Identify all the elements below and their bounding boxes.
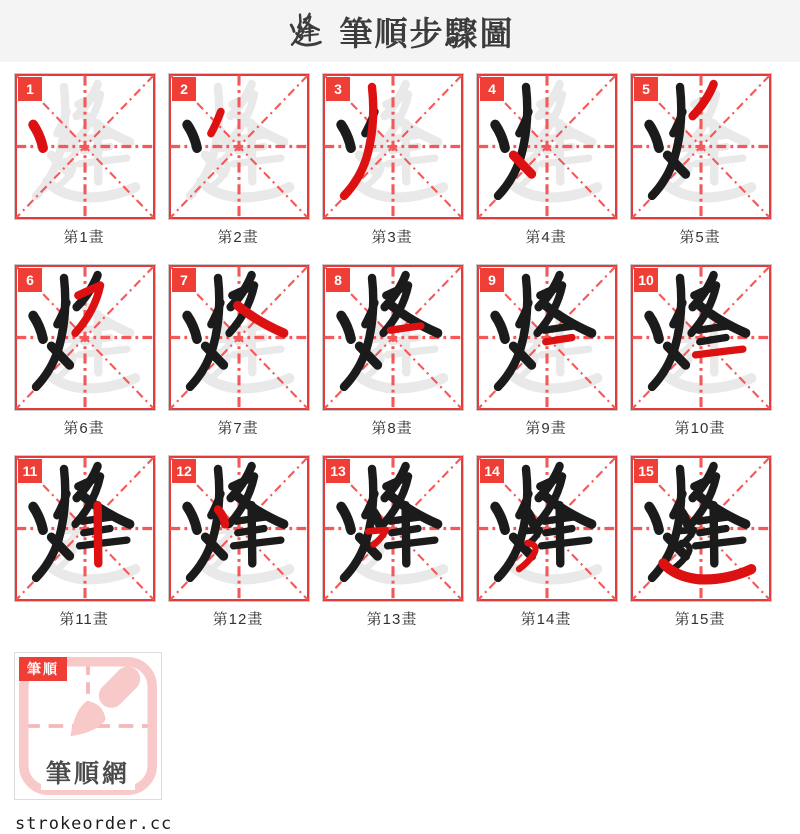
stroke-count-label: 第2畫 — [217, 229, 259, 246]
stroke-count-label: 第7畫 — [217, 420, 259, 437]
stroke-count-label: 第12畫 — [212, 611, 264, 628]
stroke-step — [322, 264, 462, 438]
stroke-cell — [168, 455, 310, 602]
stroke-count-label: 第13畫 — [366, 611, 418, 628]
site-logo[interactable] — [14, 652, 162, 800]
stroke-number-badge: 7 — [172, 268, 196, 292]
stroke-step — [14, 73, 154, 247]
stroke-cell — [322, 455, 464, 602]
stroke-step — [322, 73, 462, 247]
stroke-number-badge: 3 — [326, 77, 350, 101]
title-character-glyph — [286, 11, 326, 51]
stroke-cell — [630, 264, 772, 411]
stroke-count-label: 第3畫 — [371, 229, 413, 246]
stroke-cell — [630, 73, 772, 220]
stroke-count-label: 第6畫 — [63, 420, 105, 437]
stroke-step — [322, 455, 462, 629]
title-character-svg — [286, 11, 326, 51]
stroke-step — [168, 264, 308, 438]
stroke-number-badge: 4 — [480, 77, 504, 101]
stroke-number-badge: 10 — [634, 268, 658, 292]
stroke-number-badge: 13 — [326, 459, 350, 483]
stroke-count-label: 第1畫 — [63, 229, 105, 246]
stroke-count-label: 第11畫 — [59, 611, 109, 628]
stroke-count-label: 第15畫 — [674, 611, 726, 628]
stroke-step — [14, 264, 154, 438]
stroke-step — [630, 73, 770, 247]
stroke-number-badge: 11 — [18, 459, 42, 483]
stroke-cell — [14, 73, 156, 220]
stroke-cell — [14, 455, 156, 602]
stroke-step — [476, 73, 616, 247]
title-text: 筆順步驟圖 — [339, 14, 515, 52]
stroke-count-label: 第8畫 — [371, 420, 413, 437]
stroke-cell — [630, 455, 772, 602]
stroke-cell — [476, 73, 618, 220]
stroke-count-label: 第5畫 — [679, 229, 721, 246]
page-header — [0, 0, 800, 62]
stroke-cell — [476, 264, 618, 411]
stroke-cell — [168, 73, 310, 220]
stroke-count-label: 第4畫 — [525, 229, 567, 246]
stroke-number-badge: 5 — [634, 77, 658, 101]
stroke-number-badge: 8 — [326, 268, 350, 292]
stroke-step — [476, 455, 616, 629]
stroke-step — [630, 455, 770, 629]
site-url: strokeorder.cc — [15, 814, 173, 834]
stroke-number-badge: 12 — [172, 459, 196, 483]
stroke-cell — [14, 264, 156, 411]
stroke-number-badge: 6 — [18, 268, 42, 292]
page-title — [286, 8, 515, 55]
stroke-step — [630, 264, 770, 438]
stroke-cell — [322, 73, 464, 220]
stroke-step — [168, 73, 308, 247]
stroke-number-badge: 15 — [634, 459, 658, 483]
stroke-cell — [322, 264, 464, 411]
stroke-count-label: 第14畫 — [520, 611, 572, 628]
stroke-step — [168, 455, 308, 629]
stroke-step — [14, 455, 154, 629]
stroke-number-badge: 2 — [172, 77, 196, 101]
stroke-number-badge: 9 — [480, 268, 504, 292]
stroke-step — [476, 264, 616, 438]
logo-badge: 筆順 — [19, 657, 67, 681]
stroke-number-badge: 14 — [480, 459, 504, 483]
stroke-count-label: 第9畫 — [525, 420, 567, 437]
stroke-cell — [168, 264, 310, 411]
logo-wordmark: 筆順網 — [41, 754, 135, 790]
stroke-count-label: 第10畫 — [674, 420, 726, 437]
stroke-order-grid — [0, 62, 800, 629]
stroke-cell — [476, 455, 618, 602]
stroke-number-badge: 1 — [18, 77, 42, 101]
